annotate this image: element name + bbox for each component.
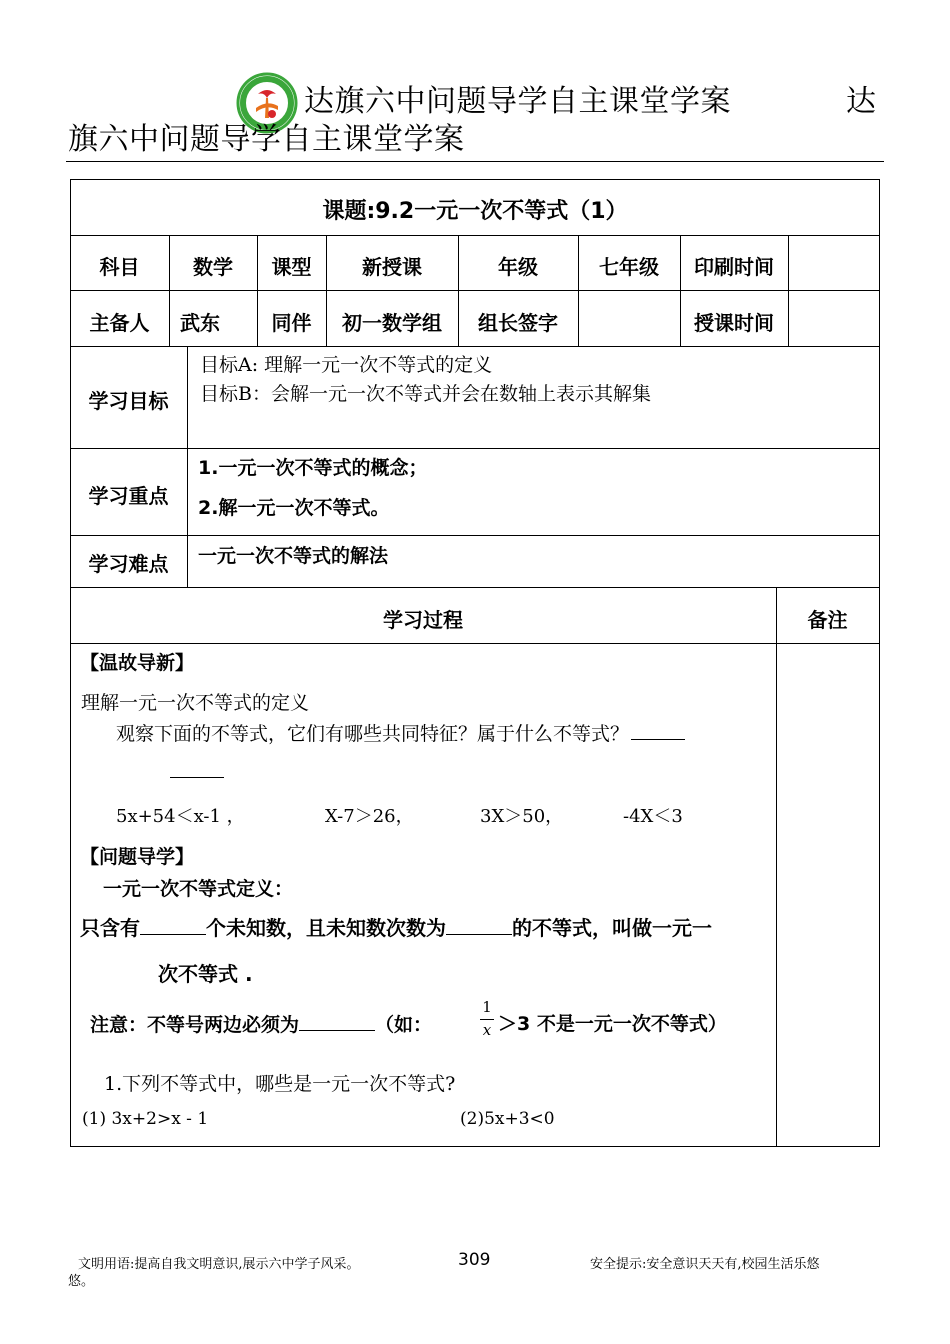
question-1-option-1: (1) 3x+2>x - 1 xyxy=(82,1109,209,1129)
page-number: 309 xyxy=(458,1250,491,1270)
grade-label: 年级 xyxy=(498,255,538,279)
note-line: 注意：不等号两边必须为 （如： xyxy=(90,1009,432,1037)
table-border-bottom xyxy=(70,1146,880,1147)
warmup-blank-continued xyxy=(170,756,224,783)
fraction-denominator: x xyxy=(482,1021,492,1039)
partner-label: 同伴 xyxy=(271,311,312,335)
definition-line1: 只含有 个未知数，且未知数次数为 的不等式，叫做一元一 xyxy=(80,912,712,941)
process-header: 学习过程 xyxy=(383,608,463,632)
footer-wrap: 悠。 xyxy=(68,1274,95,1289)
key-point-2: 2.解一元一次不等式。 xyxy=(198,497,390,519)
row-line xyxy=(70,346,880,347)
row-line xyxy=(70,587,880,588)
key-point-1: 1.一元一次不等式的概念； xyxy=(198,457,428,479)
inequality-2: X-7＞26， xyxy=(325,806,414,827)
print-time-label: 印刷时间 xyxy=(694,255,774,279)
note-tail: ＞3 不是一元一次不等式） xyxy=(498,1013,727,1035)
definition-title: 一元一次不等式定义： xyxy=(103,878,294,900)
leader-sign-label: 组长签字 xyxy=(478,311,558,335)
fraction-bar xyxy=(480,1019,494,1020)
header-title-tail: 达 xyxy=(846,84,876,119)
definition-line2: 次不等式 . xyxy=(158,962,253,986)
inequality-1: 5x+54＜x-1 ， xyxy=(116,806,245,827)
col-line xyxy=(187,346,188,587)
subject-value: 数学 xyxy=(193,255,233,279)
col-line xyxy=(776,587,777,1147)
table-border-top xyxy=(70,179,880,180)
partner-value: 初一数学组 xyxy=(342,311,442,335)
preparer-value: 武东 xyxy=(180,311,220,335)
warmup-line1: 理解一元一次不等式的定义 xyxy=(81,692,310,714)
table-border-right xyxy=(879,179,880,1147)
goal-a: 目标A: 理解一元一次不等式的定义 xyxy=(200,354,493,376)
question-1-option-2: (2)5x+3<0 xyxy=(460,1109,555,1129)
notes-header: 备注 xyxy=(807,608,848,632)
preparer-label: 主备人 xyxy=(89,311,150,335)
question-1: 1.下列不等式中，哪些是一元一次不等式? xyxy=(104,1073,456,1095)
section-guided-title: 【问题导学】 xyxy=(80,846,195,868)
goals-label: 学习目标 xyxy=(88,389,169,413)
header-title-line2: 旗六中问题导学自主课堂学案 xyxy=(68,122,465,157)
header-title-line1: 达旗六中问题导学自主课堂学案 xyxy=(304,84,731,119)
footer-safety-tip: 安全提示:安全意识天天有,校园生活乐悠 xyxy=(590,1257,820,1272)
col-line xyxy=(788,235,789,346)
grade-value: 七年级 xyxy=(599,255,659,279)
inequality-4: -4X＜3 xyxy=(623,806,683,827)
fraction-numerator: 1 xyxy=(482,998,492,1016)
type-label: 课型 xyxy=(271,255,312,279)
row-line xyxy=(70,448,880,449)
header-rule xyxy=(66,161,884,162)
lesson-plan-table xyxy=(70,179,880,1147)
goal-b: 目标B：会解一元一次不等式并会在数轴上表示其解集 xyxy=(200,383,651,405)
section-warmup-title: 【温故导新】 xyxy=(80,652,195,674)
row-line xyxy=(70,643,880,644)
difficulty-label: 学习难点 xyxy=(88,552,169,576)
row-line xyxy=(70,235,880,236)
row-line xyxy=(70,535,880,536)
difficulty-text: 一元一次不等式的解法 xyxy=(198,545,389,567)
warmup-line2: 观察下面的不等式，它们有哪些共同特征？属于什么不等式？ xyxy=(116,718,685,746)
subject-label: 科目 xyxy=(99,255,140,279)
row-line xyxy=(70,290,880,291)
key-points-label: 学习重点 xyxy=(88,484,169,508)
footer-civility-slogan: 文明用语:提高自我文明意识,展示六中学子风采。 xyxy=(78,1257,360,1272)
class-time-label: 授课时间 xyxy=(694,311,774,335)
type-value: 新授课 xyxy=(362,255,422,279)
lesson-title: 课题:9.2一元一次不等式（1） xyxy=(322,199,628,224)
inequality-3: 3X＞50， xyxy=(480,806,564,827)
